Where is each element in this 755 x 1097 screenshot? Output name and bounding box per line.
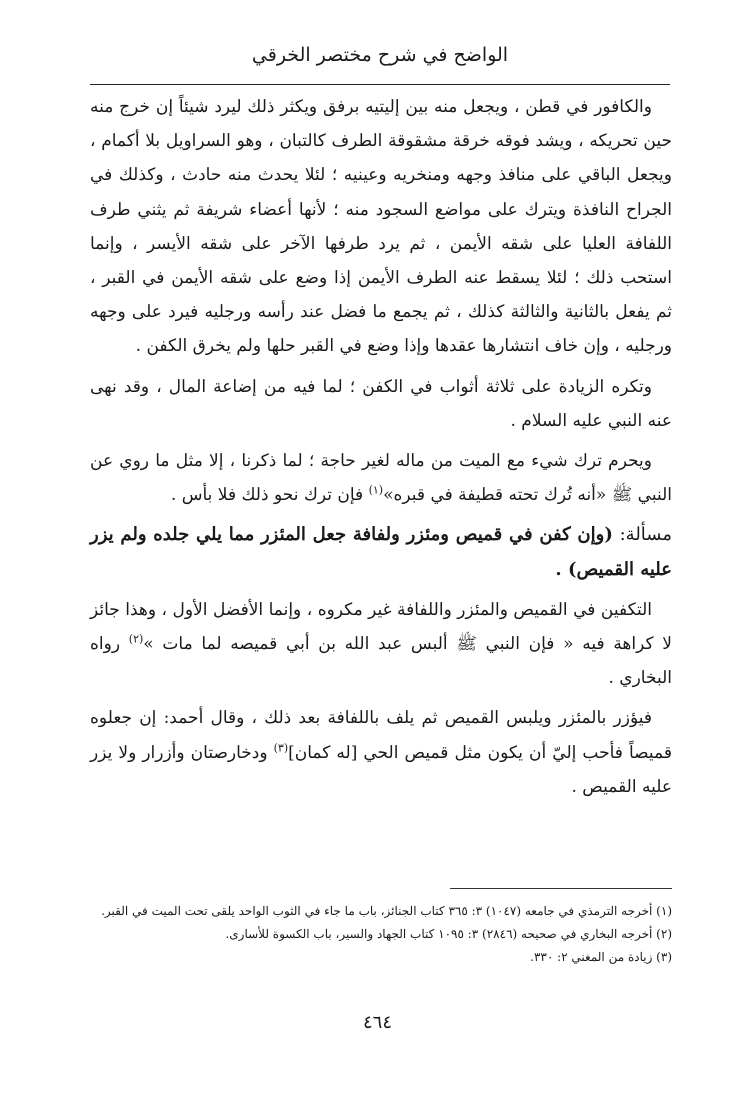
main-text <box>90 90 672 810</box>
masala-heading <box>90 518 672 586</box>
paragraph-5 <box>90 701 672 804</box>
footnote-ref-1: (١) <box>368 483 384 497</box>
footnote-3: (٣) زيادة من المغني ٢: ٣٣٠. <box>530 950 672 964</box>
paragraph-5-text: فيؤزر بالمئزر ويلبس القميص ثم يلف باللفافة بعد ذلك ، وقال أحمد: إن جعلوه قميصاً فأحب إليّ أن يكون مثل قميص الحي [له كمان] <box>90 708 672 763</box>
footnote-ref-2: (٢) <box>128 632 144 646</box>
paragraph-4-tail: رواه البخاري . <box>90 634 672 689</box>
paragraph-3-tail: فإن ترك نحو ذلك فلا بأس . <box>170 485 369 506</box>
page-number: ٤٦٤ <box>362 1012 392 1033</box>
paragraph-3-text: ويحرم ترك شيء مع الميت من ماله لغير حاجة ؛ لما ذكرنا ، إلا مثل ما روي عن النبي ﷺ «أنه تُرك تحته قطيفة في قبره» <box>90 451 672 506</box>
paragraph-2: وتكره الزيادة على ثلاثة أثواب في الكفن ؛ لما فيه من إضاعة المال ، وقد نهى عنه النبي عليه السلام . <box>90 376 672 431</box>
footnote-ref-3: (٣) <box>273 741 289 754</box>
paragraph-4 <box>90 593 672 696</box>
running-header-title: الواضح في شرح مختصر الخرقي <box>251 44 509 66</box>
paragraph-3 <box>90 444 672 512</box>
masala-text: (وإن كفن في قميص ومئزر ولفافة جعل المئزر مما يلي جلده ولم يزر عليه القميص) . <box>90 524 672 580</box>
paragraph-1: والكافور في قطن ، ويجعل منه بين إليتيه برفق ويكثر ذلك ليرد شيئاً إن خرج منه حين تحريكه ، ويشد فوقه خرقة مشقوقة الطرف كالتبان ، وهو السراويل بلا أكمام ، ويجعل الباقي على منافذ وجهه ومنخريه وعينيه ؛ لئلا يحدث منه حادث ، وكذلك في الجراح النافذة ويترك على مواضع السجود منه ؛ لأنها أعضاء شريفة ثم يثني طرف اللفافة العليا على شقه الأيمن ، ثم يرد طرفها الآخر على شقه الأيسر ، وإنما استحب ذلك ؛ لئلا يسقط عنه الطرف الأيمن إذا وضع على شقه الأيمن في القبر ، ثم يفعل بالثانية والثالثة كذلك ، ثم يجمع ما فضل عند رأسه ورجليه فيرد على وجهه ورجليه ، وإن خاف انتشارها عقدها وإذا وضع في القبر حلها ولم يخرق الكفن . <box>90 97 672 357</box>
paragraph-4-text: التكفين في القميص والمئزر واللفافة غير مكروه ، وإنما الأفضل الأول ، وهذا جائز لا كراهة فيه « فإن النبي ﷺ ألبس عبد الله بن أبي قميصه لما مات » <box>90 599 673 655</box>
footnote-divider <box>450 888 672 889</box>
footnote-2: (٢) أخرجه البخاري في صحيحه (٢٨٤٦) ٣: ١٠٩٥ كتاب الجهاد والسير، باب الكسوة للأسارى. <box>225 927 672 941</box>
masala-lead: مسألة: <box>619 524 672 546</box>
paragraph-5-tail: ودخارصتان وأزرار ولا يزر عليه القميص . <box>90 742 672 797</box>
footnotes <box>90 900 672 969</box>
header-divider <box>90 84 670 85</box>
footnote-1: (١) أخرجه الترمذي في جامعه (١٠٤٧) ٣: ٣٦٥ كتاب الجنائز، باب ما جاء في الثوب الواحد يلقى تحت الميت في القبر. <box>101 904 672 918</box>
